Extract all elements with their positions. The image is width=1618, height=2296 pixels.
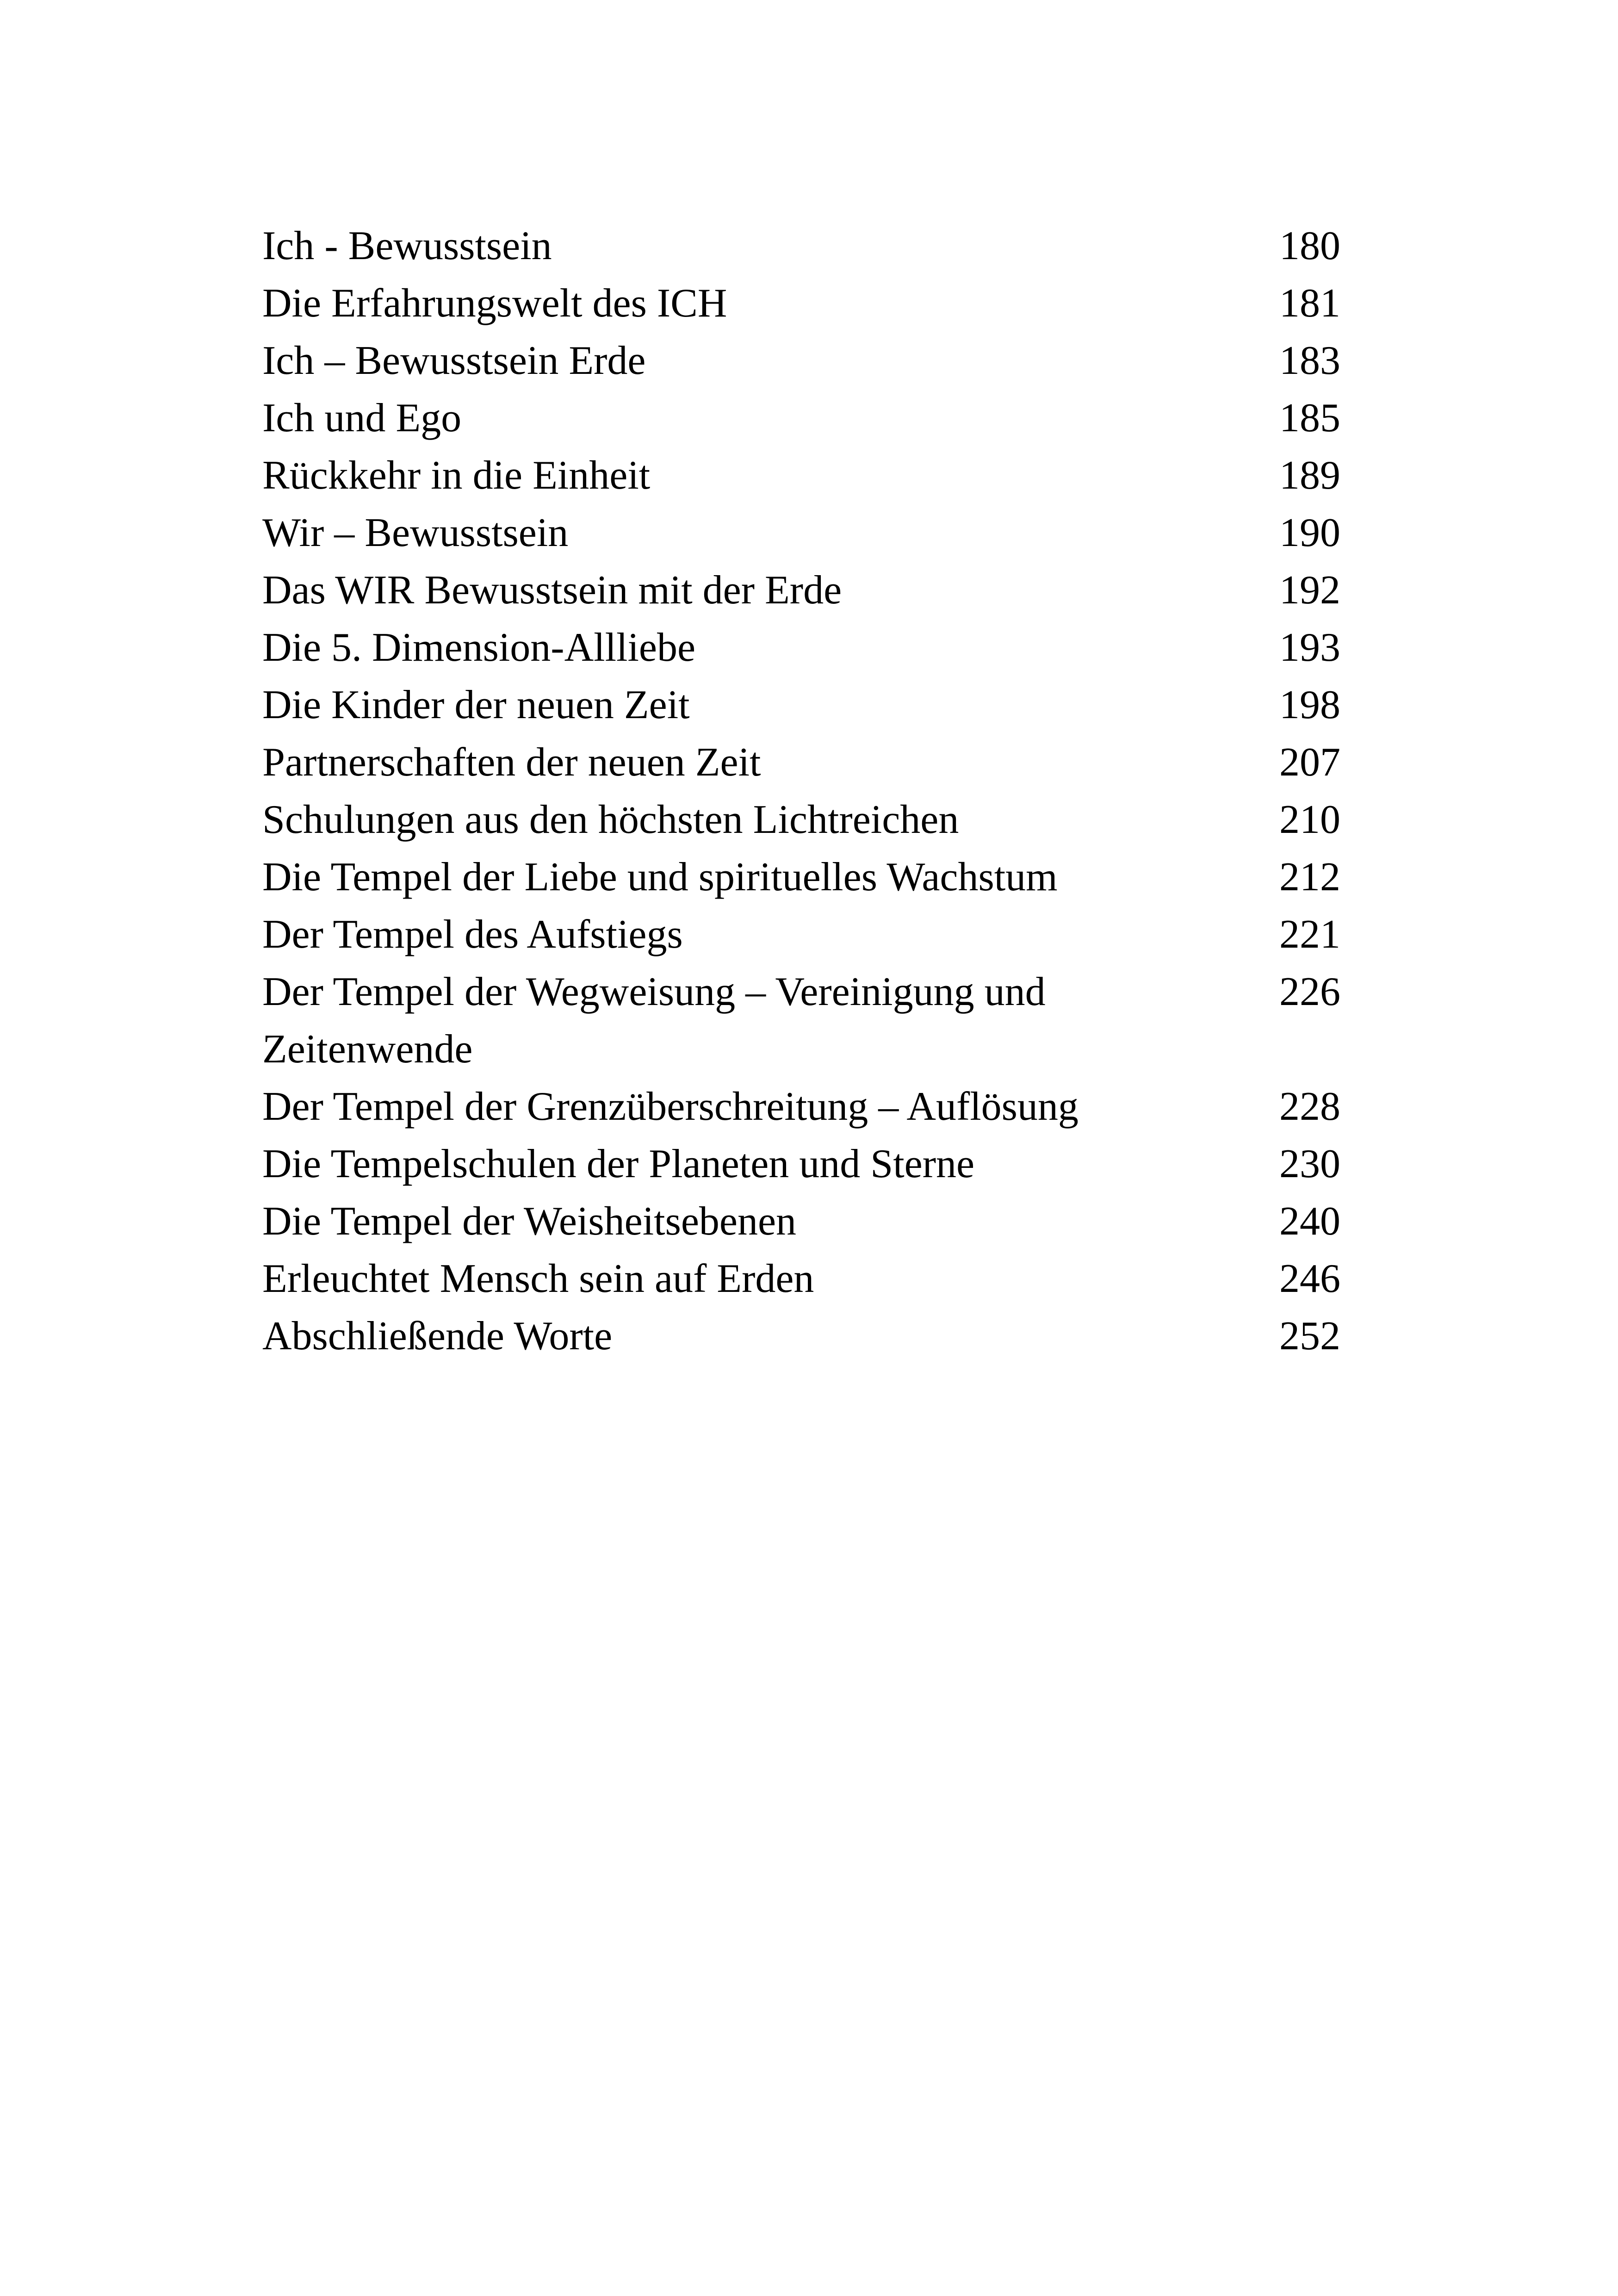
toc-entry-page-number: 207	[1279, 740, 1340, 785]
toc-entry	[262, 849, 1340, 906]
toc-entry-page-number: 230	[1279, 1142, 1340, 1186]
toc-entry-page-number: 190	[1279, 510, 1340, 555]
toc-entry	[262, 217, 1340, 275]
toc-entry	[262, 1250, 1340, 1308]
toc-entry-page-number: 228	[1279, 1084, 1340, 1129]
toc-entry-page-number: 181	[1279, 281, 1340, 326]
toc-entry-title: Rückkehr in die Einheit	[262, 453, 651, 498]
toc-entry	[262, 906, 1340, 963]
toc-entry-title: Ich und Ego	[262, 396, 462, 441]
toc-entry	[262, 562, 1340, 619]
toc-entry	[262, 1193, 1340, 1250]
toc-entry-page-number: 246	[1279, 1256, 1340, 1301]
toc-entry-title: Der Tempel der Wegweisung – Vereinigung und Zeitenwende	[262, 969, 1046, 1072]
toc-entry-page-number: 189	[1279, 453, 1340, 498]
toc-entry	[262, 963, 1340, 1078]
toc-entry	[262, 791, 1340, 849]
toc-entry-title: Die 5. Dimension-Allliebe	[262, 625, 696, 670]
toc-entry-page-number: 240	[1279, 1199, 1340, 1244]
toc-entry-title: Partnerschaften der neuen Zeit	[262, 740, 761, 785]
toc-entry-page-number: 226	[1279, 969, 1340, 1014]
toc-entry-title: Die Tempelschulen der Planeten und Sterne	[262, 1142, 975, 1186]
toc-entry-title: Das WIR Bewusstsein mit der Erde	[262, 568, 842, 613]
toc-entry-title: Die Kinder der neuen Zeit	[262, 683, 690, 727]
toc-entry-title: Wir – Bewusstsein	[262, 510, 569, 555]
toc-entry	[262, 676, 1340, 734]
toc-entry-page-number: 198	[1279, 683, 1340, 727]
toc-entry-title: Erleuchtet Mensch sein auf Erden	[262, 1256, 814, 1301]
toc-entry-page-number: 212	[1279, 855, 1340, 900]
toc-entry	[262, 1308, 1340, 1365]
toc-entry	[262, 390, 1340, 447]
toc-entry	[262, 447, 1340, 504]
toc-entry-title: Die Tempel der Liebe und spirituelles Wachstum	[262, 855, 1058, 900]
toc-entry	[262, 275, 1340, 332]
toc-entry-title: Abschließende Worte	[262, 1314, 613, 1359]
toc-entry	[262, 1078, 1340, 1136]
toc-entry-title: Schulungen aus den höchsten Lichtreichen	[262, 797, 959, 842]
toc-entry	[262, 504, 1340, 562]
toc-entry-page-number: 252	[1279, 1314, 1340, 1359]
table-of-contents	[262, 217, 1340, 1365]
toc-entry-page-number: 210	[1279, 797, 1340, 842]
toc-entry-page-number: 192	[1279, 568, 1340, 613]
toc-entry	[262, 1136, 1340, 1193]
toc-entry-title: Die Tempel der Weisheitsebenen	[262, 1199, 797, 1244]
toc-entry-title: Ich - Bewusstsein	[262, 223, 552, 268]
toc-entry	[262, 332, 1340, 390]
toc-entry-page-number: 185	[1279, 396, 1340, 441]
toc-entry-title: Ich – Bewusstsein Erde	[262, 338, 646, 383]
toc-entry-title: Die Erfahrungswelt des ICH	[262, 281, 727, 326]
toc-entry	[262, 734, 1340, 791]
toc-entry-title: Der Tempel der Grenzüberschreitung – Auflösung	[262, 1084, 1079, 1129]
toc-entry-title: Der Tempel des Aufstiegs	[262, 912, 683, 957]
toc-entry-page-number: 183	[1279, 338, 1340, 383]
toc-entry-page-number: 193	[1279, 625, 1340, 670]
toc-entry-page-number: 221	[1279, 912, 1340, 957]
toc-entry	[262, 619, 1340, 676]
toc-entry-page-number: 180	[1279, 223, 1340, 268]
